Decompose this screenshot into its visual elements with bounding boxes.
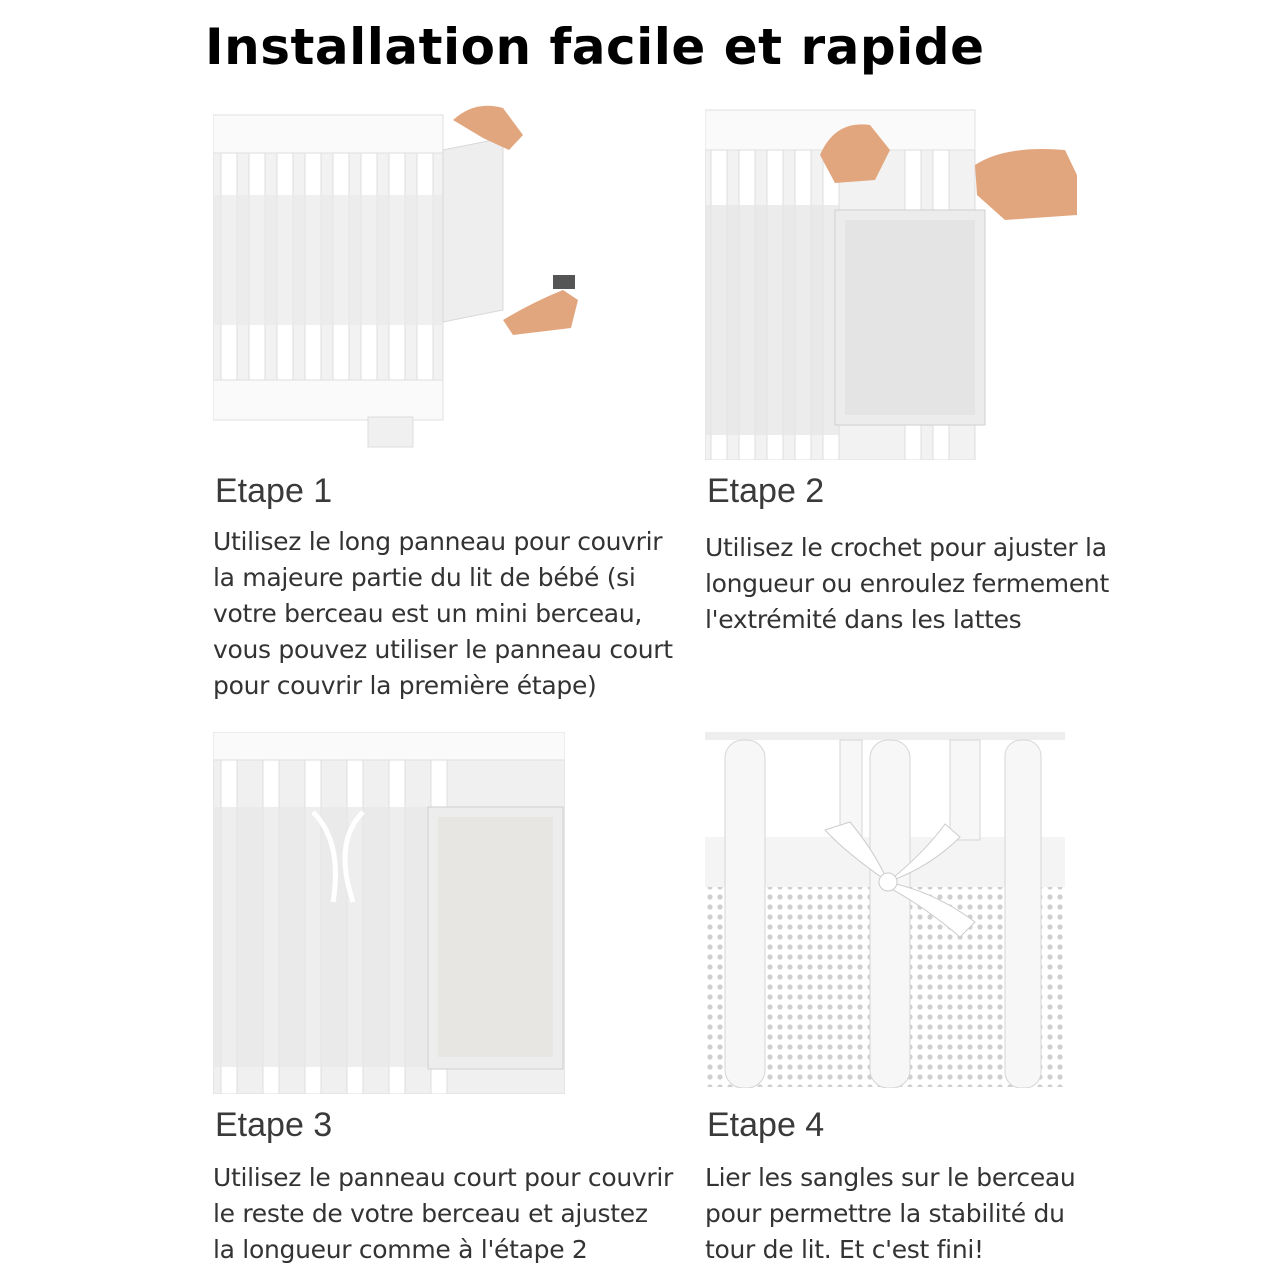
- crib-step-1-photo: [213, 90, 585, 462]
- page-title: Installation facile et rapide: [205, 18, 985, 76]
- crib-step-4-photo: [705, 732, 1065, 1088]
- crib-step-3-photo: [213, 732, 565, 1094]
- step-3-description: Utilisez le panneau court pour couvrir le reste de votre berceau et ajustez la longueur comme à l'étape 2: [213, 1163, 673, 1264]
- step-4-description: Lier les sangles sur le berceau pour permettre la stabilité du tour de lit. Et c'est fini!: [705, 1163, 1076, 1264]
- step-3-title: Etape 3: [215, 1106, 333, 1144]
- crib-step-2-photo: [705, 95, 1077, 460]
- step-2-title: Etape 2: [707, 472, 825, 510]
- step-1-title: Etape 1: [215, 472, 333, 510]
- step-2-description: Utilisez le crochet pour ajuster la longueur ou enroulez fermement l'extrémité dans les lattes: [705, 533, 1109, 634]
- step-4-title: Etape 4: [707, 1106, 825, 1144]
- step-1-description: Utilisez le long panneau pour couvrir la majeure partie du lit de bébé (si votre berceau est un mini berceau, vous pouvez utiliser le panneau court pour couvrir la première étape): [213, 527, 673, 700]
